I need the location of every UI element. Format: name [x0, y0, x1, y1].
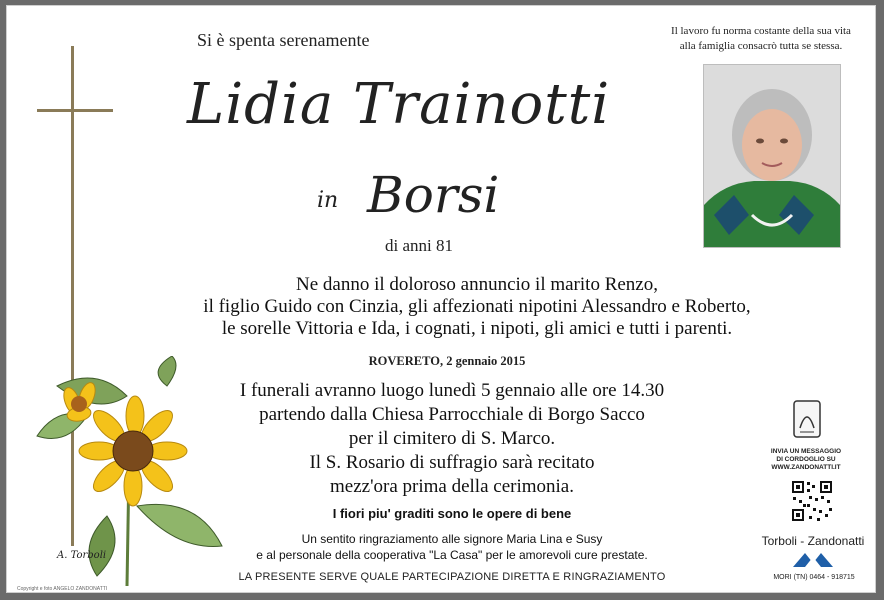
funeral-line: I funerali avranno luogo lunedì 5 gennaio alle ore 14.30: [239, 380, 665, 401]
message-line: INVIA UN MESSAGGIO: [770, 448, 842, 455]
announcement-line: Ne danno il doloroso annuncio il marito Renzo,: [296, 274, 658, 295]
obituary-card: [6, 5, 876, 593]
thanks-line: Un sentito ringraziamento alle signore Maria Lina e Susy: [301, 532, 603, 546]
married-name: Borsi: [367, 166, 500, 224]
announcement-line: il figlio Guido con Cinzia, gli affezionati nipotini Alessandro e Roberto,: [203, 296, 751, 317]
funeral-line: per il cimitero di S. Marco.: [348, 428, 556, 449]
funeral-line: partendo dalla Chiesa Parrocchiale di Borgo Sacco: [259, 404, 645, 425]
artist-signature: A. Torboli: [57, 550, 107, 561]
thanks-line: e al personale della cooperativa "La Casa" per le amorevoli cure prestate.: [256, 548, 648, 562]
agency-name: Torboli - Zandonatti: [761, 534, 865, 548]
thanks-block: [207, 531, 697, 563]
cross-arm: [37, 109, 113, 112]
place-date: ROVERETO, 2 gennaio 2015: [368, 354, 526, 368]
copyright-text: Copyright e foto ANGELO ZANDONATTI: [17, 586, 108, 592]
message-line: DI CORDOGLIO SU: [776, 456, 836, 463]
condolence-message-link[interactable]: [761, 448, 851, 472]
flowers-note: I fiori piu' graditi sono le opere di bene: [332, 506, 572, 521]
agency-logo-icon: [791, 551, 835, 569]
qr-code-icon[interactable]: [791, 480, 833, 522]
funeral-block: [207, 379, 697, 499]
portrait-photo: [703, 64, 841, 248]
deceased-name: Lidia Trainotti: [187, 72, 611, 137]
in-word: in: [317, 188, 339, 213]
portrait-illustration: [704, 65, 840, 247]
funeral-line: mezz'ora prima della cerimonia.: [330, 476, 574, 497]
funeral-line: Il S. Rosario di suffragio sarà recitato: [309, 452, 595, 473]
quote-text: Il lavoro fu norma costante della sua vita alla famiglia consacrò tutta se stessa.: [671, 25, 851, 52]
announcement-line: le sorelle Vittoria e Ida, i cognati, i nipoti, gli amici e tutti i parenti.: [221, 318, 733, 339]
scroll-icon[interactable]: [791, 398, 823, 440]
announcement-block: [167, 274, 787, 340]
age-text: di anni 81: [385, 236, 453, 255]
footer-text: LA PRESENTE SERVE QUALE PARTECIPAZIONE DIRETTA E RINGRAZIAMENTO: [238, 571, 666, 583]
intro-text: Si è spenta serenamente: [197, 30, 370, 50]
sunflower-icon: [17, 356, 237, 586]
message-line: WWW.ZANDONATTI.IT: [771, 464, 841, 471]
agency-city-phone: MORI (TN) 0464 - 918715: [773, 574, 855, 581]
